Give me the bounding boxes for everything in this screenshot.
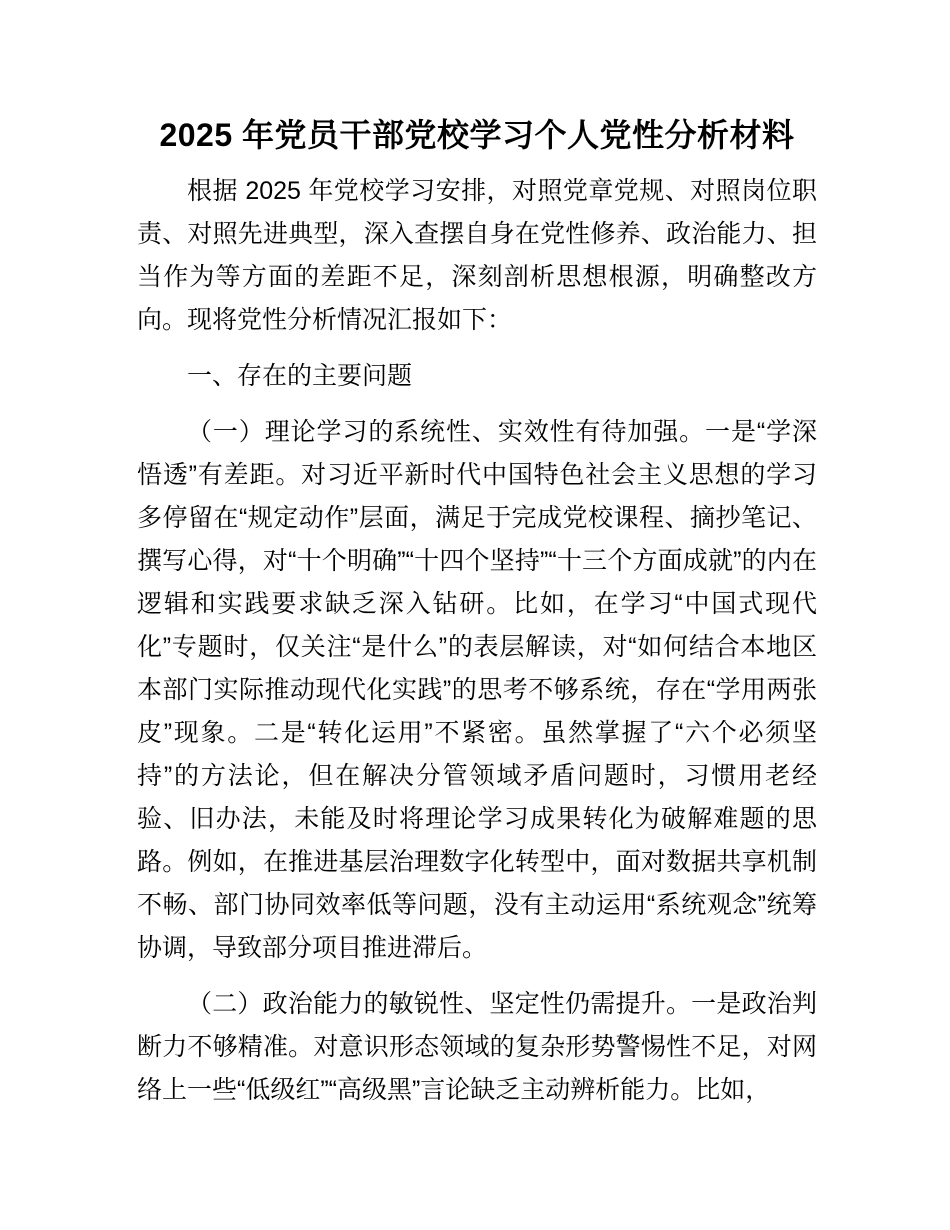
intro-paragraph: 根据 2025 年党校学习安排，对照党章党规、对照岗位职责、对照先进典型，深入查摆自身在党性修养、政治能力、担当作为等方面的差距不足，深刻剖析思想根源，明确整改方向。现将党性分析情况汇报如下： (137, 177, 817, 334)
section-heading-main-problems: 一、存在的主要问题 (187, 362, 413, 390)
document-title: 2025 年党员干部党校学习个人党性分析材料 (159, 117, 795, 153)
problem-paragraph-political-ability: （二）政治能力的敏锐性、坚定性仍需提升。一是政治判断力不够精准。对意识形态领域的复杂形势警惕性不足，对网络上一些“低级红”“高级黑”言论缺乏主动辨析能力。比如， (137, 990, 817, 1104)
problem-paragraph-theory-study: （一）理论学习的系统性、实效性有待加强。一是“学深悟透”有差距。对习近平新时代中国特色社会主义思想的学习多停留在“规定动作”层面，满足于完成党校课程、摘抄笔记、撰写心得，对“十个明确”“十四个坚持”“十三个方面成就”的内在逻辑和实践要求缺乏深入钻研。比如，在学习“中国式现代化”专题时，仅关注“是什么”的表层解读，对“如何结合本地区本部门实际推动现代化实践”的思考不够系统，存在“学用两张皮”现象。二是“转化运用”不紧密。虽然掌握了“六个必须坚持”的方法论，但在解决分管领域矛盾问题时，习惯用老经验、旧办法，未能及时将理论学习成果转化为破解难题的思路。例如，在推进基层治理数字化转型中，面对数据共享机制不畅、部门协同效率低等问题，没有主动运用“系统观念”统筹协调，导致部分项目推进滞后。 (137, 418, 817, 962)
